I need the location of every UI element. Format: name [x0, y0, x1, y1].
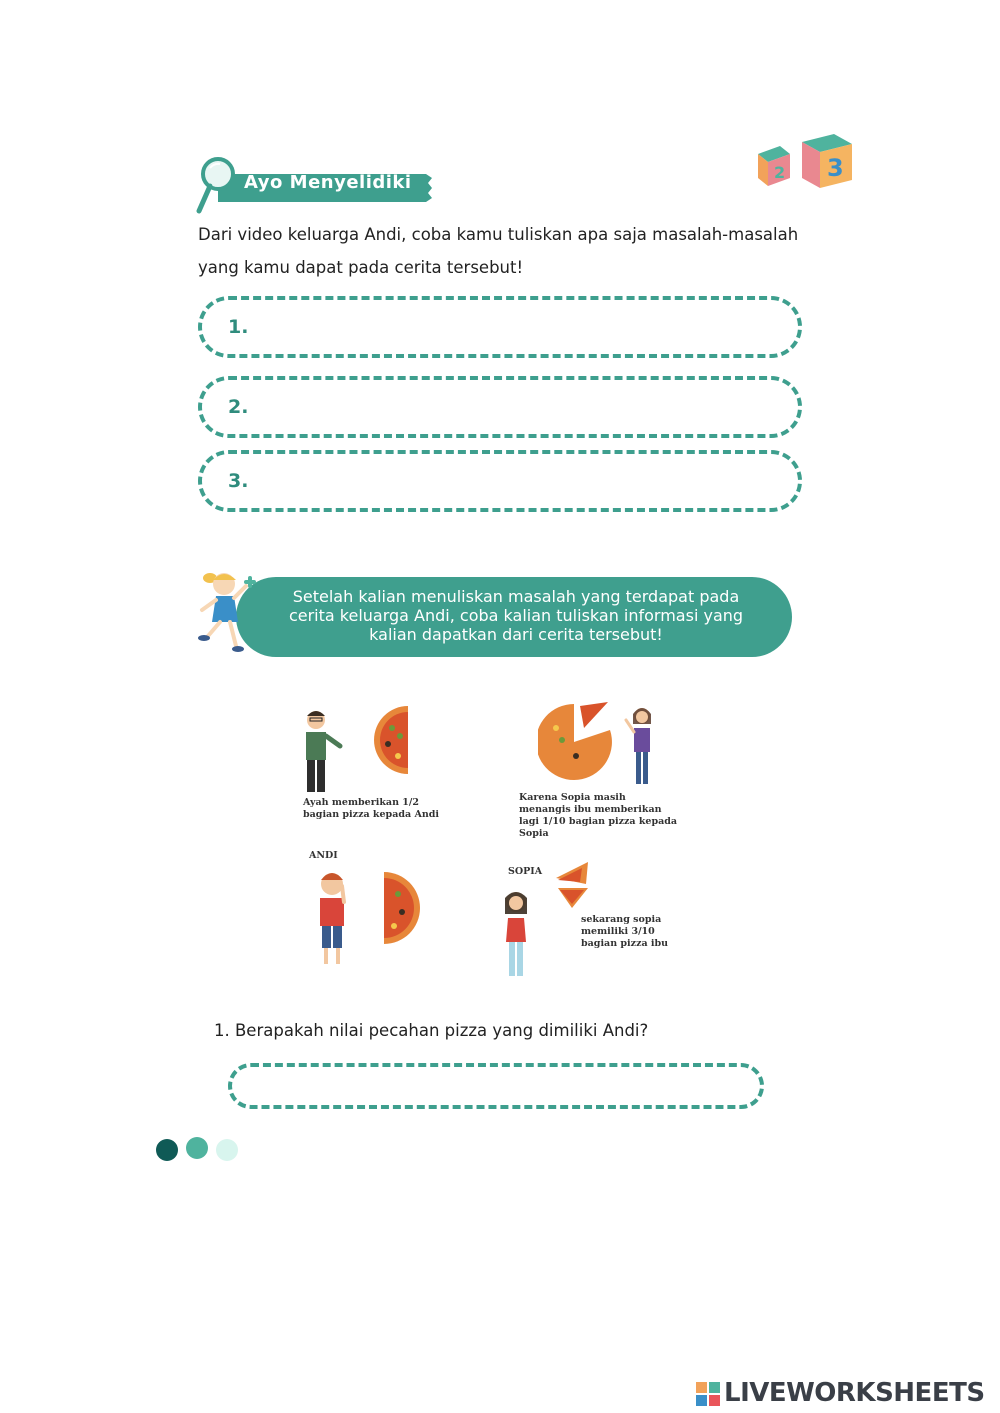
- andi-pizza-illustration: [302, 864, 426, 968]
- svg-text:2: 2: [774, 163, 786, 182]
- question-1-answer-box[interactable]: [228, 1063, 764, 1109]
- half-pizza-icon: [384, 872, 420, 944]
- pizza-slices-icon: [556, 862, 588, 908]
- number-cubes-icon: [750, 130, 860, 195]
- answer-box-1[interactable]: [198, 296, 802, 358]
- andi-label: ANDI: [309, 850, 338, 861]
- sopia-label: SOPIA: [508, 866, 543, 877]
- section-title: Ayo Menyelidiki: [244, 172, 412, 193]
- logo-text: LIVEWORKSHEETS: [724, 1378, 985, 1408]
- answer-box-3[interactable]: [198, 450, 802, 512]
- panel4-caption: sekarang sopia memiliki 3/10 bagian pizza ibu: [581, 914, 669, 949]
- intro-text: Dari video keluarga Andi, coba kamu tuliskan apa saja masalah-masalah yang kamu dapat pada cerita tersebut!: [198, 225, 799, 277]
- instruction-text: Setelah kalian menuliskan masalah yang terdapat pada cerita keluarga Andi, coba kalian tuliskan informasi yang kalian dapatkan dari cerita tersebut!: [288, 587, 744, 644]
- decorative-dot: [216, 1139, 238, 1161]
- liveworksheets-logo[interactable]: [696, 1376, 996, 1410]
- decorative-dot: [186, 1137, 208, 1159]
- half-pizza-icon: [374, 706, 408, 774]
- instruction-banner: [236, 577, 792, 657]
- pizza-missing-slice-icon: [538, 702, 612, 780]
- svg-text:3: 3: [827, 154, 844, 182]
- question-1: 1. Berapakah nilai pecahan pizza yang dimiliki Andi?: [214, 1021, 649, 1040]
- answer-number: 2.: [228, 396, 249, 418]
- magnifier-icon: [199, 159, 233, 211]
- answer-number: 1.: [228, 316, 249, 338]
- panel1-caption: Ayah memberikan 1/2 bagian pizza kepada Andi: [303, 797, 439, 820]
- mother-pizza-illustration: [538, 700, 668, 790]
- father-pizza-illustration: [296, 700, 416, 800]
- panel2-caption: Karena Sopia masih menangis ibu memberikan lagi 1/10 bagian pizza kepada Sopia: [519, 792, 678, 839]
- decorative-dot: [156, 1139, 178, 1161]
- answer-box-2[interactable]: [198, 376, 802, 438]
- answer-number: 3.: [228, 470, 249, 492]
- girl-illustration: [194, 560, 264, 660]
- logo-grid-icon: [696, 1382, 720, 1406]
